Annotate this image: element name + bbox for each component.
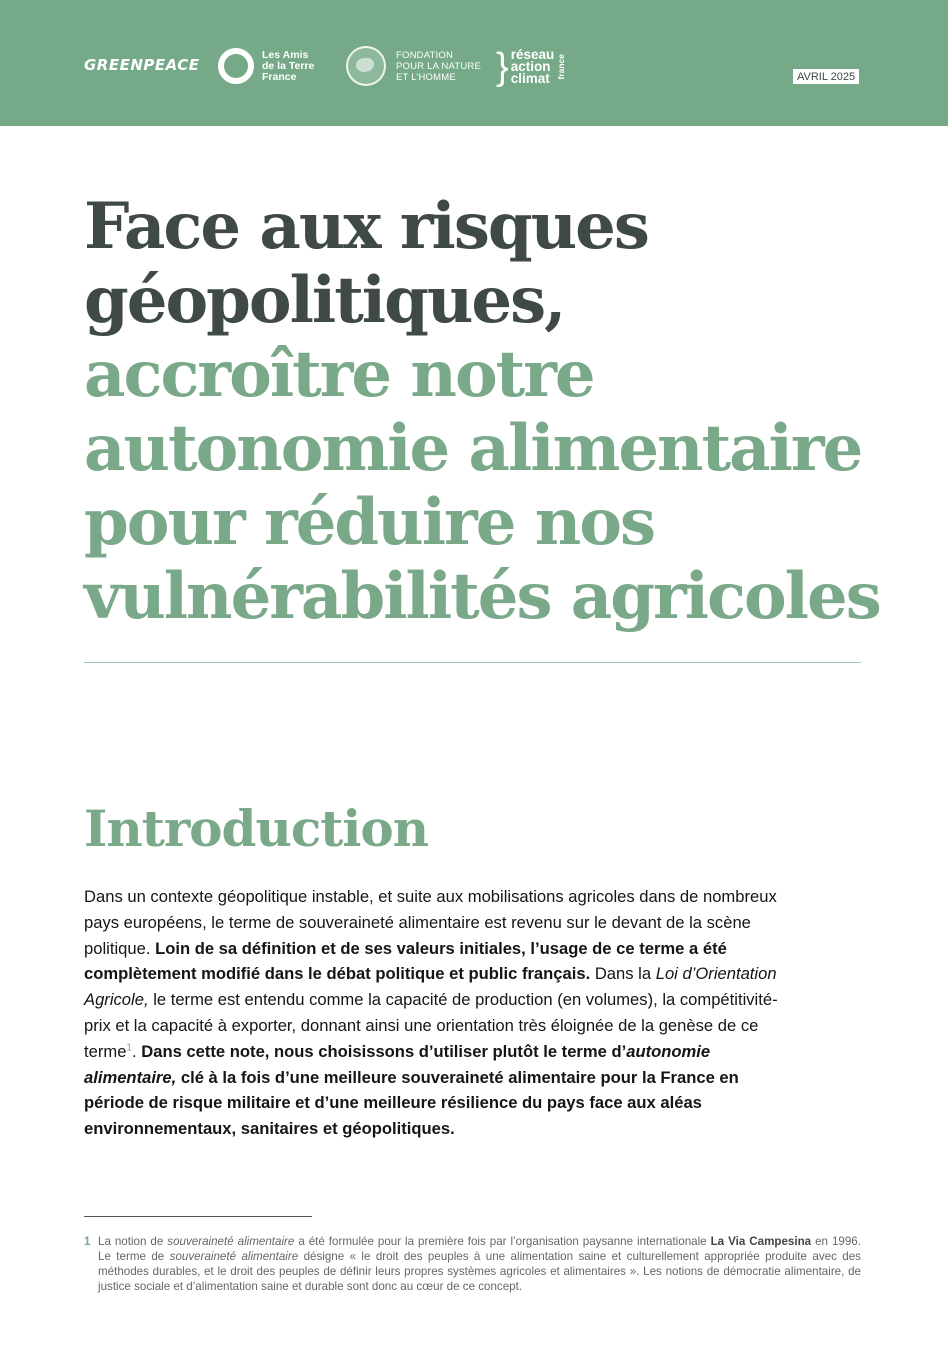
amis-terre-line-3: France [262, 70, 297, 83]
title-line-4: autonomie alimentaire [84, 411, 862, 486]
intro-bold-2a: Dans cette note, nous choisissons d’utiliser plutôt le terme d’ [141, 1041, 627, 1061]
title-line-1: Face aux risques [84, 189, 648, 264]
page-title [84, 190, 904, 634]
intro-bold-2b: clé à la fois d’une meilleure souveraineté alimentaire pour la France en période de risque militaire et d’une meilleure résilience du pays face aux aléas environnementaux, sanitaires et géopolitiques. [84, 1067, 739, 1139]
fnh-line-1: FONDATION [396, 49, 454, 61]
section-heading: Introduction [84, 799, 429, 858]
footnote-divider [84, 1216, 312, 1217]
fnh-logo [346, 46, 481, 86]
title-line-3: accroître notre [84, 337, 594, 412]
date-badge: AVRIL 2025 [793, 69, 859, 84]
intro-text-3: le terme est entendu comme la capacité de production (en volumes), la compétitivité-prix et la capacité à exporter, donnant ainsi une orientation très éloignée de la genèse de ce terme [84, 990, 778, 1061]
fn-italic-1: souveraineté alimentaire [167, 1235, 295, 1248]
fn-text-2: a été formulée pour la première fois par l’organisation paysanne internationale [298, 1235, 707, 1248]
footnote-number: 1 [84, 1235, 91, 1248]
intro-paragraph [84, 884, 784, 1142]
title-line-6: vulnérabilités agricoles [84, 559, 880, 634]
intro-text-1: Dans un contexte géopolitique instable, et suite aux mobilisations agricoles dans de nombreux pays européens, le terme de souveraineté alimentaire est revenu sur le devant de la scène politique. [84, 887, 777, 958]
amis-terre-line-2: de la Terre [262, 59, 315, 72]
intro-bold-1: Loin de sa définition et de ses valeurs initiales, l’usage de ce terme a été complètement modifié dans le débat politique et public français. [84, 938, 727, 984]
rac-line-3: climat [510, 71, 550, 86]
reseau-action-climat-logo [496, 48, 566, 86]
intro-text-4: . [131, 1041, 137, 1061]
footnote-reference[interactable]: 1 [126, 1042, 132, 1054]
title-line-2: géopolitiques, [84, 263, 565, 338]
rac-line-1: réseau [510, 47, 555, 62]
title-divider [84, 662, 861, 663]
intro-bold-2 [84, 1042, 739, 1138]
brace-icon: } [496, 46, 509, 88]
footnote [84, 1234, 861, 1294]
fnh-line-3: ET L’HOMME [396, 71, 456, 83]
fn-text-3: en 1996. Le terme de [98, 1235, 861, 1263]
greenpeace-logo-text: GREENPEACE [84, 56, 200, 74]
fn-bold-1: La Via Campesina [710, 1235, 812, 1248]
fnh-line-2: POUR LA NATURE [396, 60, 481, 72]
fn-text-4: désigne « le droit des peuples à une alimentation saine et culturellement appropriée produite avec des méthodes durables, et le droit des peuples de définir leurs propres systèmes agricoles et alimentaires ». Les notions de démocratie alimentaire, de justice sociale et d’alimentation saine et durable sont donc au cœur de ce concept. [98, 1250, 861, 1293]
footnote-body [98, 1234, 861, 1294]
rac-line-2: action [510, 59, 551, 74]
intro-bold-italic: autonomie alimentaire, [84, 1041, 711, 1087]
rac-side-text: france [556, 54, 567, 80]
fn-text-1: La notion de [98, 1235, 164, 1248]
header-band [0, 0, 948, 126]
intro-italic-law: Loi d’Orientation Agricole, [84, 964, 777, 1010]
amis-de-la-terre-logo [218, 48, 314, 84]
ring-icon [218, 48, 254, 84]
globe-icon [346, 46, 386, 86]
title-line-5: pour réduire nos [84, 485, 654, 560]
intro-text-2: Dans la [594, 964, 652, 984]
fn-italic-2: souveraineté alimentaire [169, 1250, 299, 1263]
greenpeace-logo [84, 56, 200, 74]
amis-terre-line-1: Les Amis [262, 48, 309, 61]
